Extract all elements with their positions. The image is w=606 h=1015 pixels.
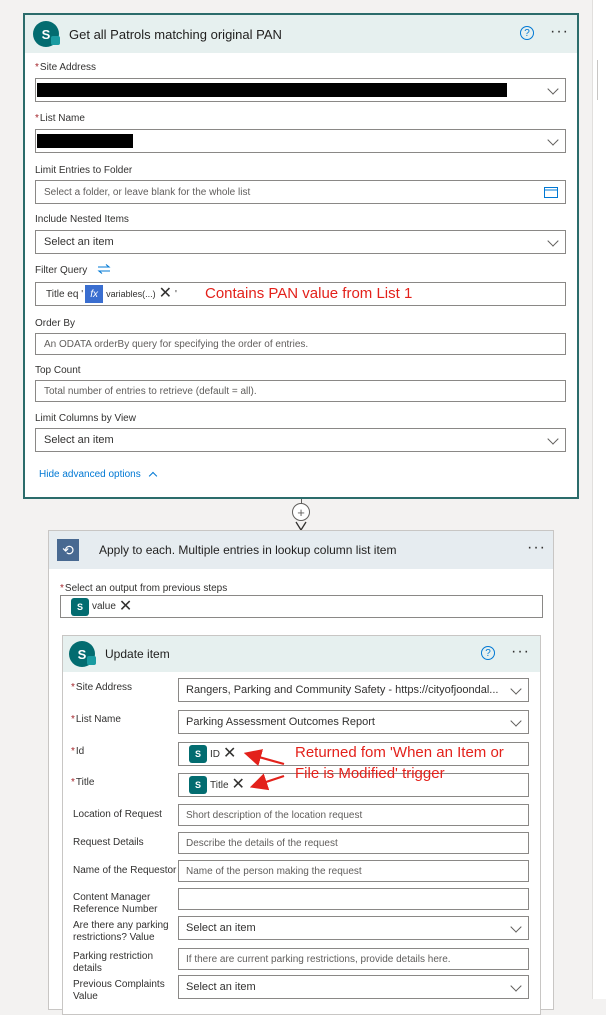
- limit-folder-input[interactable]: [35, 180, 566, 204]
- filter-annotation: Contains PAN value from List 1: [205, 285, 413, 302]
- output-input[interactable]: [60, 595, 543, 618]
- more-options-icon[interactable]: ···: [527, 539, 546, 556]
- site-address-label: *Site Address: [35, 62, 97, 73]
- id-title-annotation: [295, 742, 504, 784]
- variables-token[interactable]: [85, 284, 172, 304]
- list-name-value: Parking Assessment Outcomes Report: [186, 716, 375, 728]
- location-placeholder: Short description of the location request: [186, 809, 363, 821]
- chevron-down-icon: [547, 235, 558, 246]
- restrictions-dropdown[interactable]: [178, 916, 529, 940]
- chevron-down-icon: [510, 921, 521, 932]
- list-name-dropdown[interactable]: [178, 710, 529, 734]
- title-label: *Title: [71, 777, 95, 788]
- insert-step-icon[interactable]: +: [292, 503, 310, 521]
- redacted-list-name: [37, 134, 133, 148]
- site-address-dropdown[interactable]: [178, 678, 529, 702]
- sharepoint-icon: S: [189, 745, 207, 763]
- restriction-details-placeholder: If there are current parking restrictions, provide details here.: [186, 953, 451, 965]
- chevron-up-icon: [148, 472, 156, 480]
- details-input[interactable]: [178, 832, 529, 854]
- top-count-label: Top Count: [35, 365, 81, 376]
- filter-query-label: Filter Query: [35, 265, 88, 276]
- restriction-details-label: Parking restriction details: [73, 951, 154, 974]
- more-options-icon[interactable]: ···: [550, 23, 569, 40]
- id-label: *Id: [71, 746, 85, 757]
- top-count-placeholder: Total number of entries to retrieve (default = all).: [44, 385, 257, 397]
- hide-advanced-label: Hide advanced options: [39, 469, 141, 480]
- site-address-label: *Site Address: [71, 682, 133, 693]
- get-items-title[interactable]: Get all Patrols matching original PAN: [69, 26, 282, 42]
- chevron-down-icon: [547, 433, 558, 444]
- restrictions-value: Select an item: [186, 922, 256, 934]
- apply-to-each-title[interactable]: Apply to each. Multiple entries in lookup column list item: [99, 543, 397, 557]
- location-input[interactable]: [178, 804, 529, 826]
- requestor-placeholder: Name of the person making the request: [186, 865, 362, 877]
- help-icon[interactable]: ?: [520, 26, 534, 40]
- remove-token-icon[interactable]: ✕: [231, 776, 245, 793]
- limit-view-value: Select an item: [44, 434, 114, 446]
- sharepoint-icon: S: [189, 776, 207, 794]
- id-arrow: [248, 754, 284, 764]
- title-token[interactable]: [189, 775, 245, 795]
- order-by-placeholder: An ODATA orderBy query for specifying the order of entries.: [44, 338, 309, 350]
- redacted-site-address: [37, 83, 507, 97]
- sharepoint-icon: S: [33, 21, 59, 47]
- id-token-label: ID: [210, 748, 220, 760]
- details-label: Request Details: [73, 837, 144, 848]
- remove-token-icon[interactable]: ✕: [158, 285, 173, 302]
- title-arrow: [254, 776, 284, 786]
- requestor-input[interactable]: [178, 860, 529, 882]
- more-options-icon[interactable]: ···: [511, 643, 530, 660]
- order-by-label: Order By: [35, 318, 76, 329]
- id-annotation-line2: File is Modified' trigger: [295, 765, 445, 782]
- list-name-label: *List Name: [35, 113, 85, 124]
- complaints-value: Select an item: [186, 981, 256, 993]
- chevron-down-icon: [510, 715, 521, 726]
- complaints-dropdown[interactable]: [178, 975, 529, 999]
- folder-icon[interactable]: [544, 186, 558, 198]
- get-items-header[interactable]: [25, 15, 577, 53]
- title-token-label: Title: [210, 779, 229, 791]
- limit-folder-label: Limit Entries to Folder: [35, 165, 133, 176]
- chevron-down-icon: [547, 83, 558, 94]
- location-label: Location of Request: [73, 809, 162, 820]
- limit-folder-placeholder: Select a folder, or leave blank for the whole list: [44, 186, 251, 198]
- output-label: *Select an output from previous steps: [60, 583, 228, 594]
- panel-edge: [597, 60, 600, 100]
- requestor-label: Name of the Requestor: [73, 865, 177, 876]
- swap-icon[interactable]: [97, 264, 111, 274]
- variables-token-label: variables(...): [106, 289, 156, 299]
- nested-items-label: Include Nested Items: [35, 214, 129, 225]
- hide-advanced-options-link[interactable]: [39, 469, 156, 480]
- id-token[interactable]: [189, 744, 236, 764]
- update-item-title[interactable]: Update item: [105, 647, 170, 661]
- nested-items-dropdown[interactable]: [35, 230, 566, 254]
- remove-token-icon[interactable]: ✕: [223, 745, 237, 762]
- site-address-value: Rangers, Parking and Community Safety - https://cityofjoondal...: [186, 684, 499, 696]
- sharepoint-icon: S: [69, 641, 95, 667]
- filter-prefix-text: Title eq ': [46, 288, 84, 300]
- details-placeholder: Describe the details of the request: [186, 837, 338, 849]
- content-manager-label: Content Manager Reference Number: [73, 892, 158, 915]
- help-icon[interactable]: ?: [481, 646, 495, 660]
- chevron-down-icon: [510, 683, 521, 694]
- restrictions-label: Are there any parking restrictions? Value: [73, 920, 169, 943]
- limit-view-dropdown[interactable]: [35, 428, 566, 452]
- apply-to-each-header[interactable]: [49, 531, 553, 569]
- right-scroll-panel: [592, 0, 606, 999]
- restriction-details-input[interactable]: [178, 948, 529, 970]
- limit-view-label: Limit Columns by View: [35, 413, 136, 424]
- annotation-arrows: [240, 746, 296, 794]
- filter-suffix-text: ': [175, 288, 177, 300]
- nested-items-value: Select an item: [44, 236, 114, 248]
- update-item-header[interactable]: [63, 636, 540, 672]
- chevron-down-icon: [547, 134, 558, 145]
- sharepoint-icon: S: [71, 598, 89, 616]
- list-name-label: *List Name: [71, 714, 121, 725]
- top-count-input[interactable]: [35, 380, 566, 402]
- get-items-action-card: [23, 13, 579, 499]
- order-by-input[interactable]: [35, 333, 566, 355]
- remove-token-icon[interactable]: ✕: [118, 597, 133, 615]
- expression-icon: fx: [85, 285, 103, 303]
- loop-icon: ⟲: [57, 539, 79, 561]
- id-annotation-line1: Returned fom 'When an Item or: [295, 744, 504, 761]
- complaints-label: Previous Complaints Value: [73, 979, 165, 1002]
- content-manager-input[interactable]: [178, 888, 529, 910]
- value-token-label: value: [92, 601, 116, 612]
- chevron-down-icon: [510, 980, 521, 991]
- update-item-card: [62, 635, 541, 1015]
- value-token[interactable]: [71, 597, 132, 617]
